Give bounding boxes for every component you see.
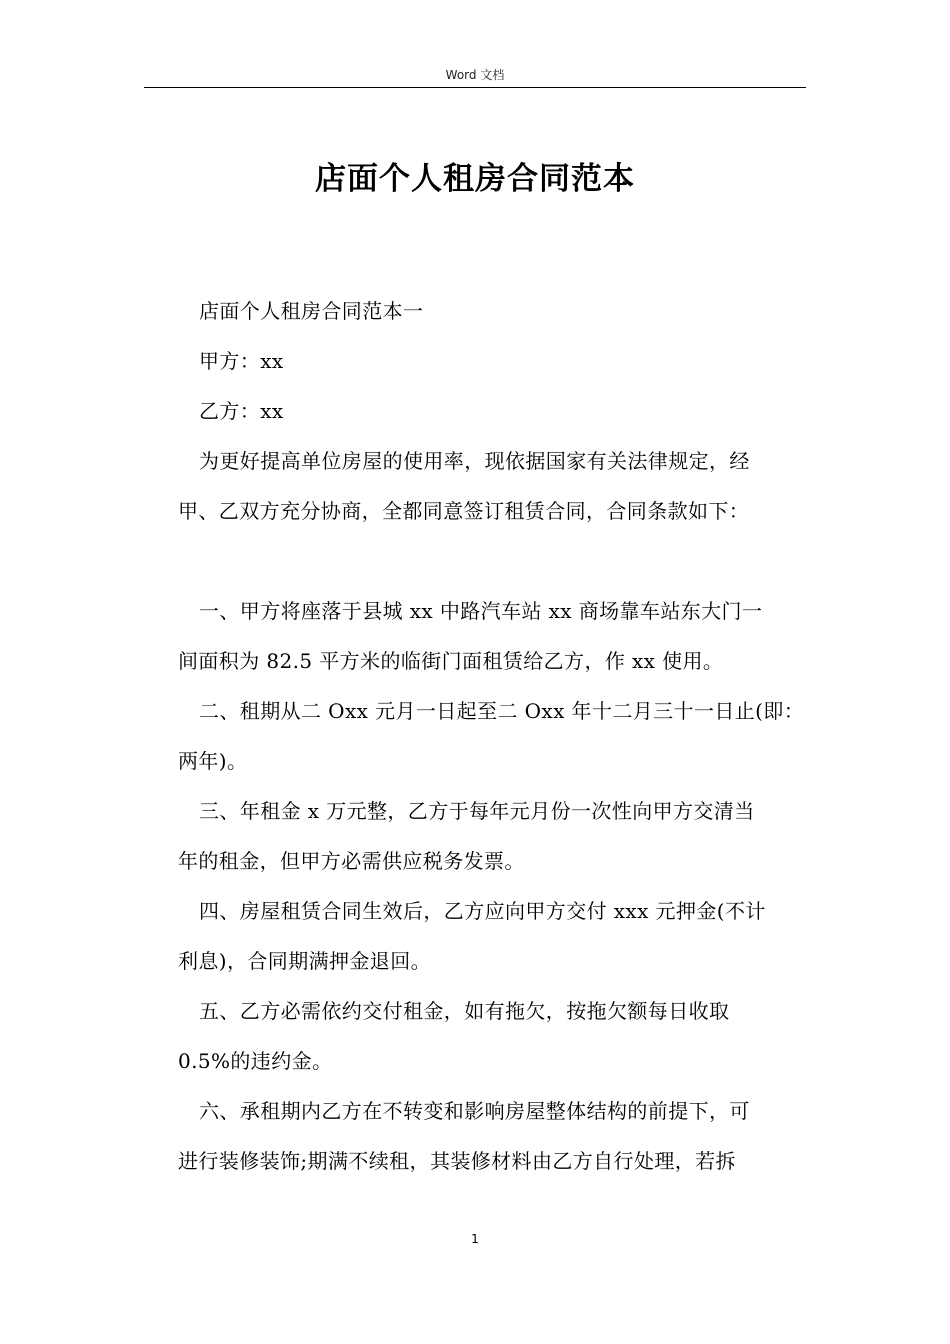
paragraph-line: 两年)。 bbox=[178, 749, 248, 773]
page-header: Word 文档 bbox=[445, 68, 505, 82]
paragraph-line: 二、租期从二 Oxx 元月一日起至二 Oxx 年十二月三十一日止(即： bbox=[199, 699, 805, 723]
paragraph-line: 0.5%的违约金。 bbox=[178, 1049, 333, 1073]
clause-3 bbox=[178, 786, 788, 886]
paragraph-party-a: 甲方：xx bbox=[199, 349, 284, 373]
blank-line bbox=[178, 536, 788, 586]
page-number: 1 bbox=[471, 1232, 479, 1246]
paragraph-line: 六、承租期内乙方在不转变和影响房屋整体结构的前提下，可 bbox=[199, 1099, 750, 1123]
paragraph-line: 三、年租金 x 万元整，乙方于每年元月份一次性向甲方交清当 bbox=[199, 799, 755, 823]
document-body bbox=[178, 286, 805, 1186]
paragraph-line: 间面积为 82.5 平方米的临街门面租赁给乙方，作 xx 使用。 bbox=[178, 649, 724, 673]
paragraph-subtitle: 店面个人租房合同范本一 bbox=[199, 299, 424, 323]
paragraph-line: 为更好提高单位房屋的使用率，现依据国家有关法律规定，经 bbox=[199, 449, 750, 473]
paragraph-line: 利息)，合同期满押金退回。 bbox=[178, 949, 432, 973]
paragraph-line: 进行装修装饰;期满不续租，其装修材料由乙方自行处理，若拆 bbox=[178, 1149, 736, 1173]
paragraph-party-b: 乙方：xx bbox=[199, 399, 284, 423]
paragraph-line: 一、甲方将座落于县城 xx 中路汽车站 xx 商场靠车站东大门一 bbox=[199, 599, 763, 623]
paragraph-line: 五、乙方必需依约交付租金，如有拖欠，按拖欠额每日收取 bbox=[199, 999, 730, 1023]
document-title: 店面个人租房合同范本 bbox=[315, 161, 635, 197]
clause-5 bbox=[178, 986, 788, 1086]
paragraph-line: 甲、乙双方充分协商，全都同意签订租赁合同，合同条款如下： bbox=[178, 499, 750, 523]
paragraph-preamble bbox=[178, 436, 788, 536]
clause-2 bbox=[178, 686, 805, 786]
header-divider bbox=[144, 87, 806, 88]
paragraph-line: 四、房屋租赁合同生效后，乙方应向甲方交付 xxx 元押金(不计 bbox=[199, 899, 766, 923]
paragraph-line: 年的租金，但甲方必需供应税务发票。 bbox=[178, 849, 525, 873]
clause-6 bbox=[178, 1086, 788, 1186]
clause-4 bbox=[178, 886, 788, 986]
clause-1 bbox=[178, 586, 788, 686]
